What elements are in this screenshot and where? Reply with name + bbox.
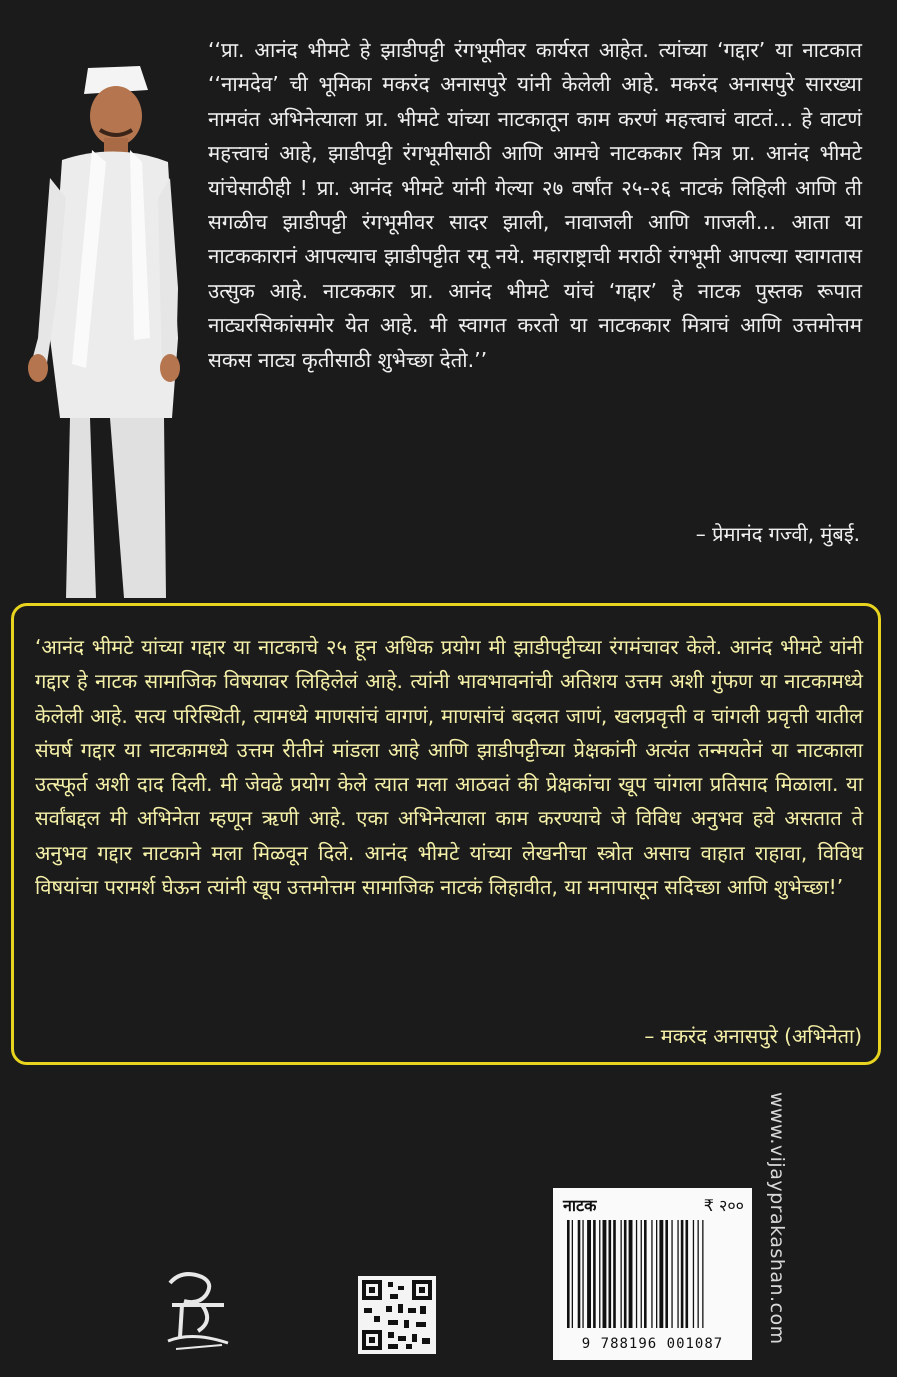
isbn-barcode: [563, 1220, 742, 1332]
book-price: ₹ २००: [703, 1196, 744, 1215]
author-praise-quote: ‘‘प्रा. आनंद भीमटे हे झाडीपट्टी रंगभूमीवर कार्यरत आहेत. त्यांच्या ‘गद्दार’ या नाटकात ‘‘नामदेव’ ची भूमिका मकरंद अनासपुरे यांनी केलेली आहे. मकरंद अनासपुरे सारख्या नामवंत अभिनेत्याला प्रा. भीमटे यांच्या नाटकातून काम करणं महत्त्वाचं वाटतं… हे वाटणं महत्त्वाचं आहे, झाडीपट्टी रंगभूमीसाठी आणि आमचे नाटककार मित्र प्रा. आनंद भीमटे यांचेसाठीही ! प्रा. आनंद भीमटे यांनी गेल्या २७ वर्षांत २५-२६ नाटकं लिहिली आणि ती सगळीच झाडीपट्टी रंगभूमीवर सादर झाली, नावाजली आणि गाजली… आता या नाटककारानं आपल्याच झाडीपट्टीत रमू नये. महाराष्ट्राची मराठी रंगभूमी आपल्या स्वागतास उत्सुक आहे. नाटककार प्रा. आनंद भीमटे यांचं ‘गद्दार’ हे नाटक पुस्तक रूपात नाट्यरसिकांसमोर येत आहे. मी स्वागत करतो या नाटककार मित्राचं आणि उत्तमोत्तम सकस नाट्य कृतीसाठी शुभेच्छा देतो.’’: [208, 38, 862, 372]
actor-portrait: [0, 38, 190, 598]
publisher-logo-icon: [162, 1265, 234, 1351]
quote-signature: – प्रेमानंद गज्वी, मुंबई.: [695, 522, 860, 546]
barcode-panel: [553, 1188, 752, 1360]
publisher-website: www.vijayprakashan.com: [766, 1092, 788, 1345]
book-category: नाटक: [563, 1196, 597, 1215]
isbn-number: 9 788196 001087: [581, 1336, 724, 1352]
testimonial-signature: – मकरंद अनासपुरे (अभिनेता): [644, 1024, 862, 1048]
actor-testimonial: ‘आनंद भीमटे यांच्या गद्दार या नाटकाचे २५ हून अधिक प्रयोग मी झाडीपट्टीच्या रंगमंचावर केले. आनंद भीमटे यांनी गद्दार हे नाटक सामाजिक विषयावर लिहिलेलं आहे. त्यांनी भावभावनांची अतिशय उत्तम अशी गुंफण या नाटकामध्ये केलेली आहे. सत्य परिस्थिती, त्यामध्ये माणसांचं वागणं, माणसांचं बदलत जाणं, खलप्रवृत्ती व चांगली प्रवृत्ती यातील संघर्ष गद्दार या नाटकामध्ये उत्तम रीतीनं मांडला आहे आणि झाडीपट्टीच्या प्रेक्षकांनी अत्यंत तन्मयतेनं या नाटकाला उत्स्फूर्त अशी दाद दिली. मी जेवढे प्रयोग केले त्यात मला आठवतं की प्रेक्षकांचा खूप चांगला प्रतिसाद मिळाला. या सर्वांबद्दल मी अभिनेता म्हणून ऋणी आहे. एका अभिनेत्याला काम करण्याचे जे विविध अनुभव हवे असतात ते अनुभव गद्दार नाटकाने मला मिळवून दिले. आनंद भीमटे यांच्या लेखनीचा स्त्रोत असाच वाहात राहावा, विविध विषयांचा परामर्श घेऊन त्यांनी खूप उत्तमोत्तम सामाजिक नाटकं लिहावीत, या मनापासून सदिच्छा आणि शुभेच्छा!’: [35, 635, 863, 900]
qr-code: [358, 1276, 436, 1354]
